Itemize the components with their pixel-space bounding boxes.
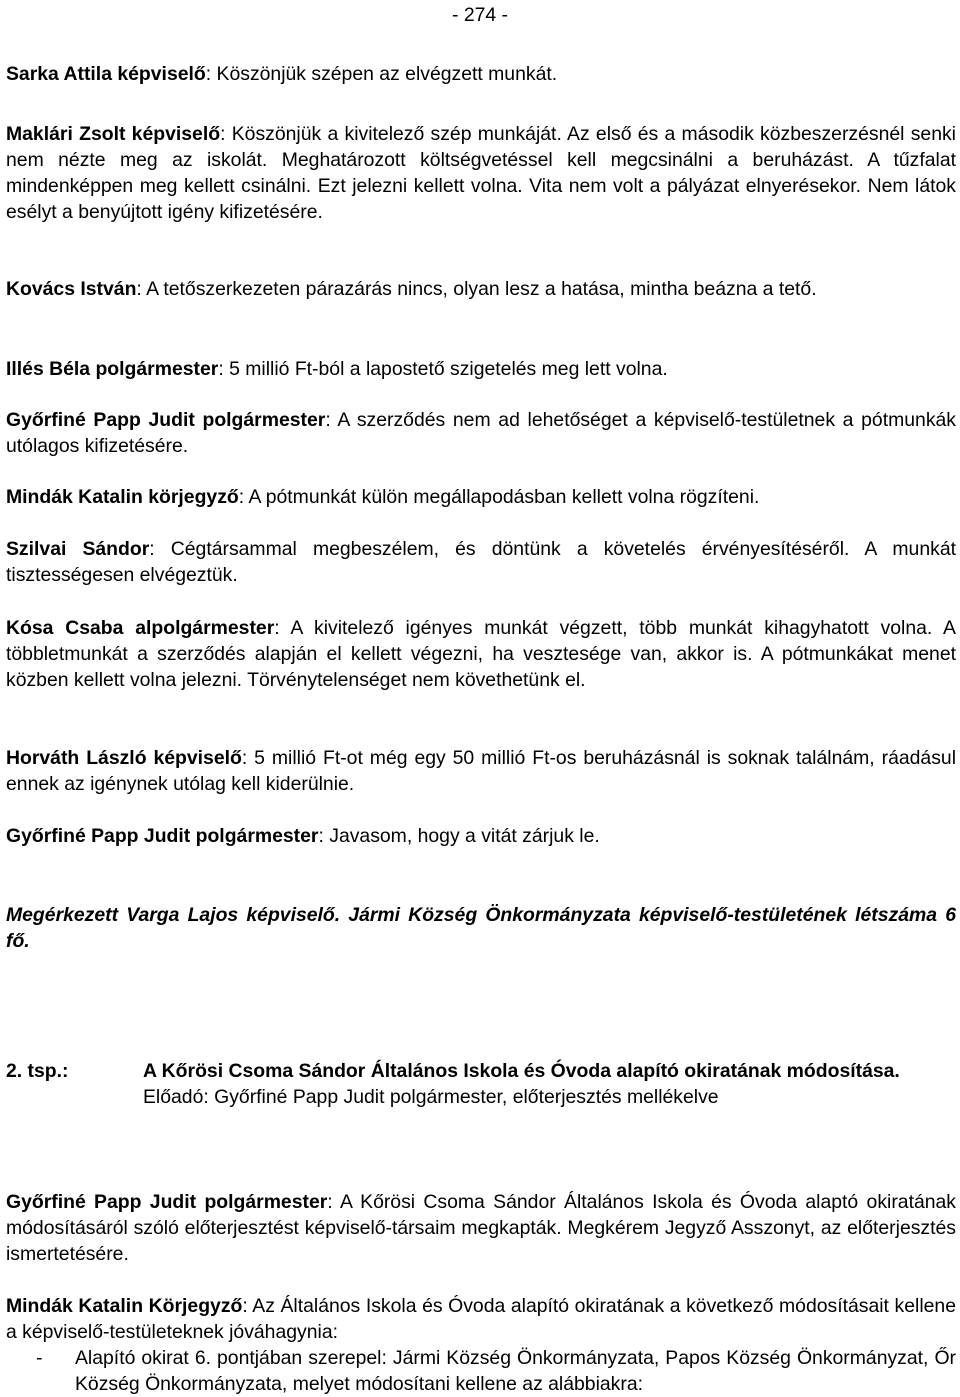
paragraph-illes [6, 356, 956, 382]
speaker-name: Kovács István [6, 278, 137, 300]
speech-text: : A Kőrösi Csoma Sándor Általános Iskola és Óvoda alaptó okiratának módosításáról szóló előterjesztést képviselő-társaim megkapták. Megkérem Jegyző Asszonyt, az előterjesztés ismertetésére. [6, 1191, 956, 1265]
speech-text: : 5 millió Ft-ból a lapostető szigetelés meg lett volna. [218, 358, 668, 380]
speech-text: : A kivitelező igényes munkát végzett, több munkát kihagyhatott volna. A többletmunkát a szerződés alapján el kellett végezni, ha vesztesége van, akkor is. A pótmunkákat menet közben kellett volna jelezni. Törvénytelenséget nem követhetünk el. [6, 617, 956, 691]
announcement: Megérkezett Varga Lajos képviselő. Jármi Község Önkormányzata képviselő-testületének létszáma 6 fő. [6, 904, 956, 952]
speaker-name: Mindák Katalin Körjegyző [6, 1295, 243, 1317]
speaker-name: Sarka Attila képviselő [6, 63, 206, 85]
speaker-name: Horváth László képviselő [6, 747, 242, 769]
speech-text: : Cégtársammal megbeszélem, és döntünk a követelés érvényesítéséről. A munkát tisztességesen elvégeztük. [6, 538, 956, 586]
paragraph-gyorfine-3 [6, 1189, 956, 1267]
paragraph-szilvai [6, 536, 956, 588]
speaker-name: Győrfiné Papp Judit polgármester [6, 409, 326, 431]
speech-text: : Javasom, hogy a vitát zárjuk le. [318, 825, 600, 847]
speaker-name: Mindák Katalin körjegyző [6, 486, 239, 508]
speaker-name: Győrfiné Papp Judit polgármester [6, 1191, 328, 1213]
page-number: - 274 - [451, 4, 509, 26]
speech-text: : A tetőszerkezeten párazárás nincs, olyan lesz a hatása, mintha beázna a tető. [136, 278, 817, 300]
speaker-name: Győrfiné Papp Judit polgármester [6, 825, 319, 847]
bullet-dash: - [36, 1347, 43, 1369]
speaker-name: Kósa Csaba alpolgármester [6, 617, 275, 639]
paragraph-gyorfine-1 [6, 407, 956, 459]
speech-text: : A pótmunkát külön megállapodásban kellett volna rögzíteni. [238, 486, 760, 508]
speaker-name: Szilvai Sándor [6, 538, 150, 560]
agenda-number: 2. tsp.: [6, 1060, 69, 1082]
paragraph-mindak-1 [6, 484, 956, 510]
agenda-item [143, 1058, 956, 1110]
paragraph-maklari [6, 121, 956, 225]
speaker-name: Maklári Zsolt képviselő [6, 123, 221, 145]
paragraph-kosa [6, 615, 956, 693]
paragraph-horvath [6, 745, 956, 797]
speech-text: : Köszönjük szépen az elvégzett munkát. [205, 63, 558, 85]
bullet-text: Alapító okirat 6. pontjában szerepel: Jármi Község Önkormányzata, Papos Község Önkormányzat, Őr Község Önkormányzata, melyet módosítani kellene az alábbiakra: [75, 1347, 956, 1395]
speech-text: : A szerződés nem ad lehetőséget a képviselő-testületnek a pótmunkák utólagos kifizetésére. [6, 409, 956, 457]
speech-text: : Az Általános Iskola és Óvoda alapító okiratának a következő módosításait kellene a képviselő-testületeknek jóváhagynia: [6, 1295, 956, 1343]
speech-text: : Köszönjük a kivitelező szép munkáját. Az első és a második közbeszerzésnél senki nem nézte meg az iskolát. Meghatározott költségvetéssel kell megcsinálni a beruházást. A tűzfalat mindenképpen meg kellett csinálni. Ezt jelezni kellett volna. Vita nem volt a pályázat elnyerésekor. Nem látok esélyt a benyújtott igény kifizetésére. [6, 123, 956, 223]
paragraph-mindak-2 [6, 1293, 956, 1345]
speaker-name: Illés Béla polgármester [6, 358, 219, 380]
agenda-title: A Kőrösi Csoma Sándor Általános Iskola és Óvoda alapító okiratának módosítása. [143, 1060, 900, 1082]
paragraph-gyorfine-2 [6, 823, 956, 849]
speech-text: : 5 millió Ft-ot még egy 50 millió Ft-os beruházásnál is soknak találnám, ráadásul ennek az igénynek utólag kell kiderülnie. [6, 747, 956, 795]
paragraph-kovacs [6, 276, 956, 302]
paragraph-sarka [6, 61, 956, 87]
agenda-presenter: Előadó: Győrfiné Papp Judit polgármester, előterjesztés mellékelve [143, 1086, 719, 1108]
